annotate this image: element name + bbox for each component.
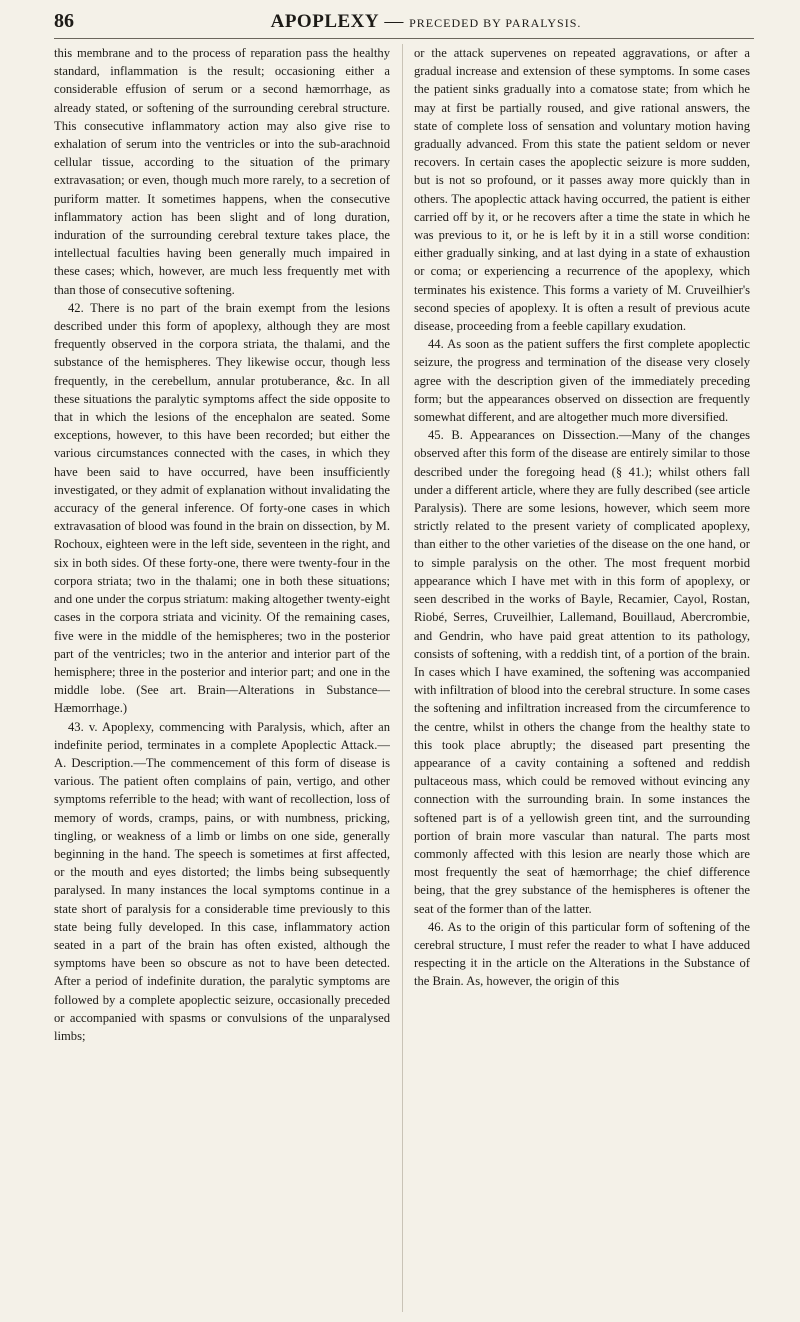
paragraph-continued-right: or the attack supervenes on repeated aggravations, or after a gradual increase and extension of these symptoms. In some cases the patient sinks gradually into a comatose state; from which he may at first be partially roused, and give rational answers, the state of complete loss of sensation and voluntary motion having gradually advanced. From this state the patient seldom or never recovers. In certain cases the apoplectic seizure is more sudden, but is not so profound, or it passes away more quickly than in others. The apoplectic attack having occurred, the patient is either carried off by it, or he recovers after a time the state in which he was previous to it, or he is left by it in a still worse condition: either gradually sinking, and at last dying in a state of exhaustion or coma; or experiencing a recurrence of the apoplexy, which terminates his existence. This forms a variety of M. Cruveilhier's second species of apoplexy. It is often a result of previous acute disease, proceeding from a feeble capillary exudation.: [414, 46, 750, 334]
running-title-dash: —: [379, 11, 410, 32]
running-title-sub: PRECEDED BY PARALYSIS.: [409, 16, 582, 30]
paragraph-45: 45. B. Appearances on Dissection.—Many of the changes observed after this form of the disease are entirely similar to those described under the foregoing head (§ 41.); whilst others fall under a different article, where they are fully described (see article Paralysis). There are some lesions, however, which seem more strictly related to the present variety of complicated apoplexy, than either to the other varieties of the disease on the one hand, or to simple paralysis on the other. The most frequent morbid appearance which I have met with in this form of apoplexy, or seen described in the works of Bayle, Recamier, Cayol, Rostan, Riobé, Serres, Cruveilhier, Lallemand, Bouillaud, Abercrombie, and Gendrin, who have paid great attention to its pathology, consists of softening, with a reddish tint, of a portion of the brain. In cases which I have examined, the softening was accompanied with infiltration of blood into the cerebral structure. In some cases the softening and infiltration increased from the circumference to the centre, whilst in others the change from the healthy state to this took place abruptly; the diseased part presenting the appearance of a cavity containing a softened and reddish pultaceous mass, which could be removed without evincing any connection with the surrounding brain. In some instances the softened part is of a yellowish green tint, and the surrounding portion of brain more vascular than natural. The parts most commonly affected with this lesion are nearly those which are most frequently the seat of hæmorrhage; the chief difference being, that the grey substance of the hemispheres is oftener the seat of the former than of the latter.: [414, 428, 750, 916]
right-column: [414, 44, 750, 1312]
paragraph-continued: this membrane and to the process of reparation pass the healthy standard, inflammation is the result; occasioning either a considerable effusion of serum or a second hæmorrhage, as already stated, or softening of the surrounding cerebral structure. This consecutive inflammatory action may also give rise to exhalation of serum into the ventricles or into the sub-arachnoid cellular tissue, according to the situation of the primary extravasation; or even, though much more rarely, to a secretion of puriform matter. It sometimes happens, when the consecutive inflammatory action has been slight and of long duration, induration of the surrounding cerebral texture takes place, the intellectual faculties having been generally much impaired in these cases; which, however, are much less frequently met with than those of consecutive softening.: [54, 46, 390, 297]
running-header: [54, 10, 754, 39]
column-divider: [402, 44, 403, 1312]
text-columns: [54, 44, 754, 1312]
running-title-main: APOPLEXY: [270, 11, 380, 32]
paragraph-46: 46. As to the origin of this particular form of softening of the cerebral structure, I must refer the reader to what I have adduced respecting it in the article on the Alterations in the Substance of the Brain. As, however, the origin of this: [414, 919, 750, 989]
left-column: [54, 44, 390, 1312]
paragraph-44: 44. As soon as the patient suffers the first complete apoplectic seizure, the progress and termination of the disease very closely agree with the description given of the immediately preceding form; but the appearances observed on dissection are frequently somewhat different, and are altogether much more diversified.: [414, 337, 750, 425]
running-title: [98, 11, 754, 33]
paragraph-42: 42. There is no part of the brain exempt from the lesions described under this form of apoplexy, although they are most frequently observed in the corpora striata, the thalami, and the substance of the hemispheres. They likewise occur, though less frequently, in the cerebellum, annular protuberance, &c. In all these situations the paralytic symptoms affect the side opposite to that in which the lesions of the encephalon are seated. Some exceptions, however, to this have been recorded; but either the various circumstances connected with the cases, in which they have been said to have occurred, have been insufficiently investigated, or they admit of explanation without invalidating the accuracy of the general inference. Of forty-one cases in which extravasation of blood was found in the brain on dissection, by M. Rochoux, eighteen were in the left side, seventeen in the right, and six in both sides. Of these forty-one, there were twenty-four in the corpora striata; two in the thalami; one in both these situations; and one under the corpus striatum: making altogether twenty-eight cases in the corpora striata and vicinity. Of the remaining cases, five were in the middle of the hemispheres; two in the posterior part of the ventricles; two in the anterior and interior part of the hemisphere; three in the posterior and interior part; and one in the middle lobe. (See art. Brain—Alterations in Substance—Hæmorrhage.): [54, 300, 390, 716]
page-number: 86: [54, 10, 74, 32]
paragraph-43: 43. v. Apoplexy, commencing with Paralysis, which, after an indefinite period, terminates in a complete Apoplectic Attack.— A. Description.—The commencement of this form of disease is various. The patient often complains of pain, vertigo, and other symptoms referrible to the head; with want of recollection, loss of memory of words, cramps, pains, or with numbness, pricking, tingling, or weakness of a limb or limbs on one side, generally beginning in the hand. The speech is sometimes at first affected, or the mouth and eyes distorted; the limbs being subsequently paralysed. In many instances the local symptoms continue in a state short of paralysis for a considerable time previously to this state being fully developed. In this case, inflammatory action seated in a part of the brain has often existed, although the symptoms have been so obscure as not to have been detected. After a period of indefinite duration, the paralytic symptoms are followed by a complete apoplectic seizure, occasionally preceded or accompanied with spasms or convulsions of the unparalysed limbs;: [54, 719, 390, 1043]
